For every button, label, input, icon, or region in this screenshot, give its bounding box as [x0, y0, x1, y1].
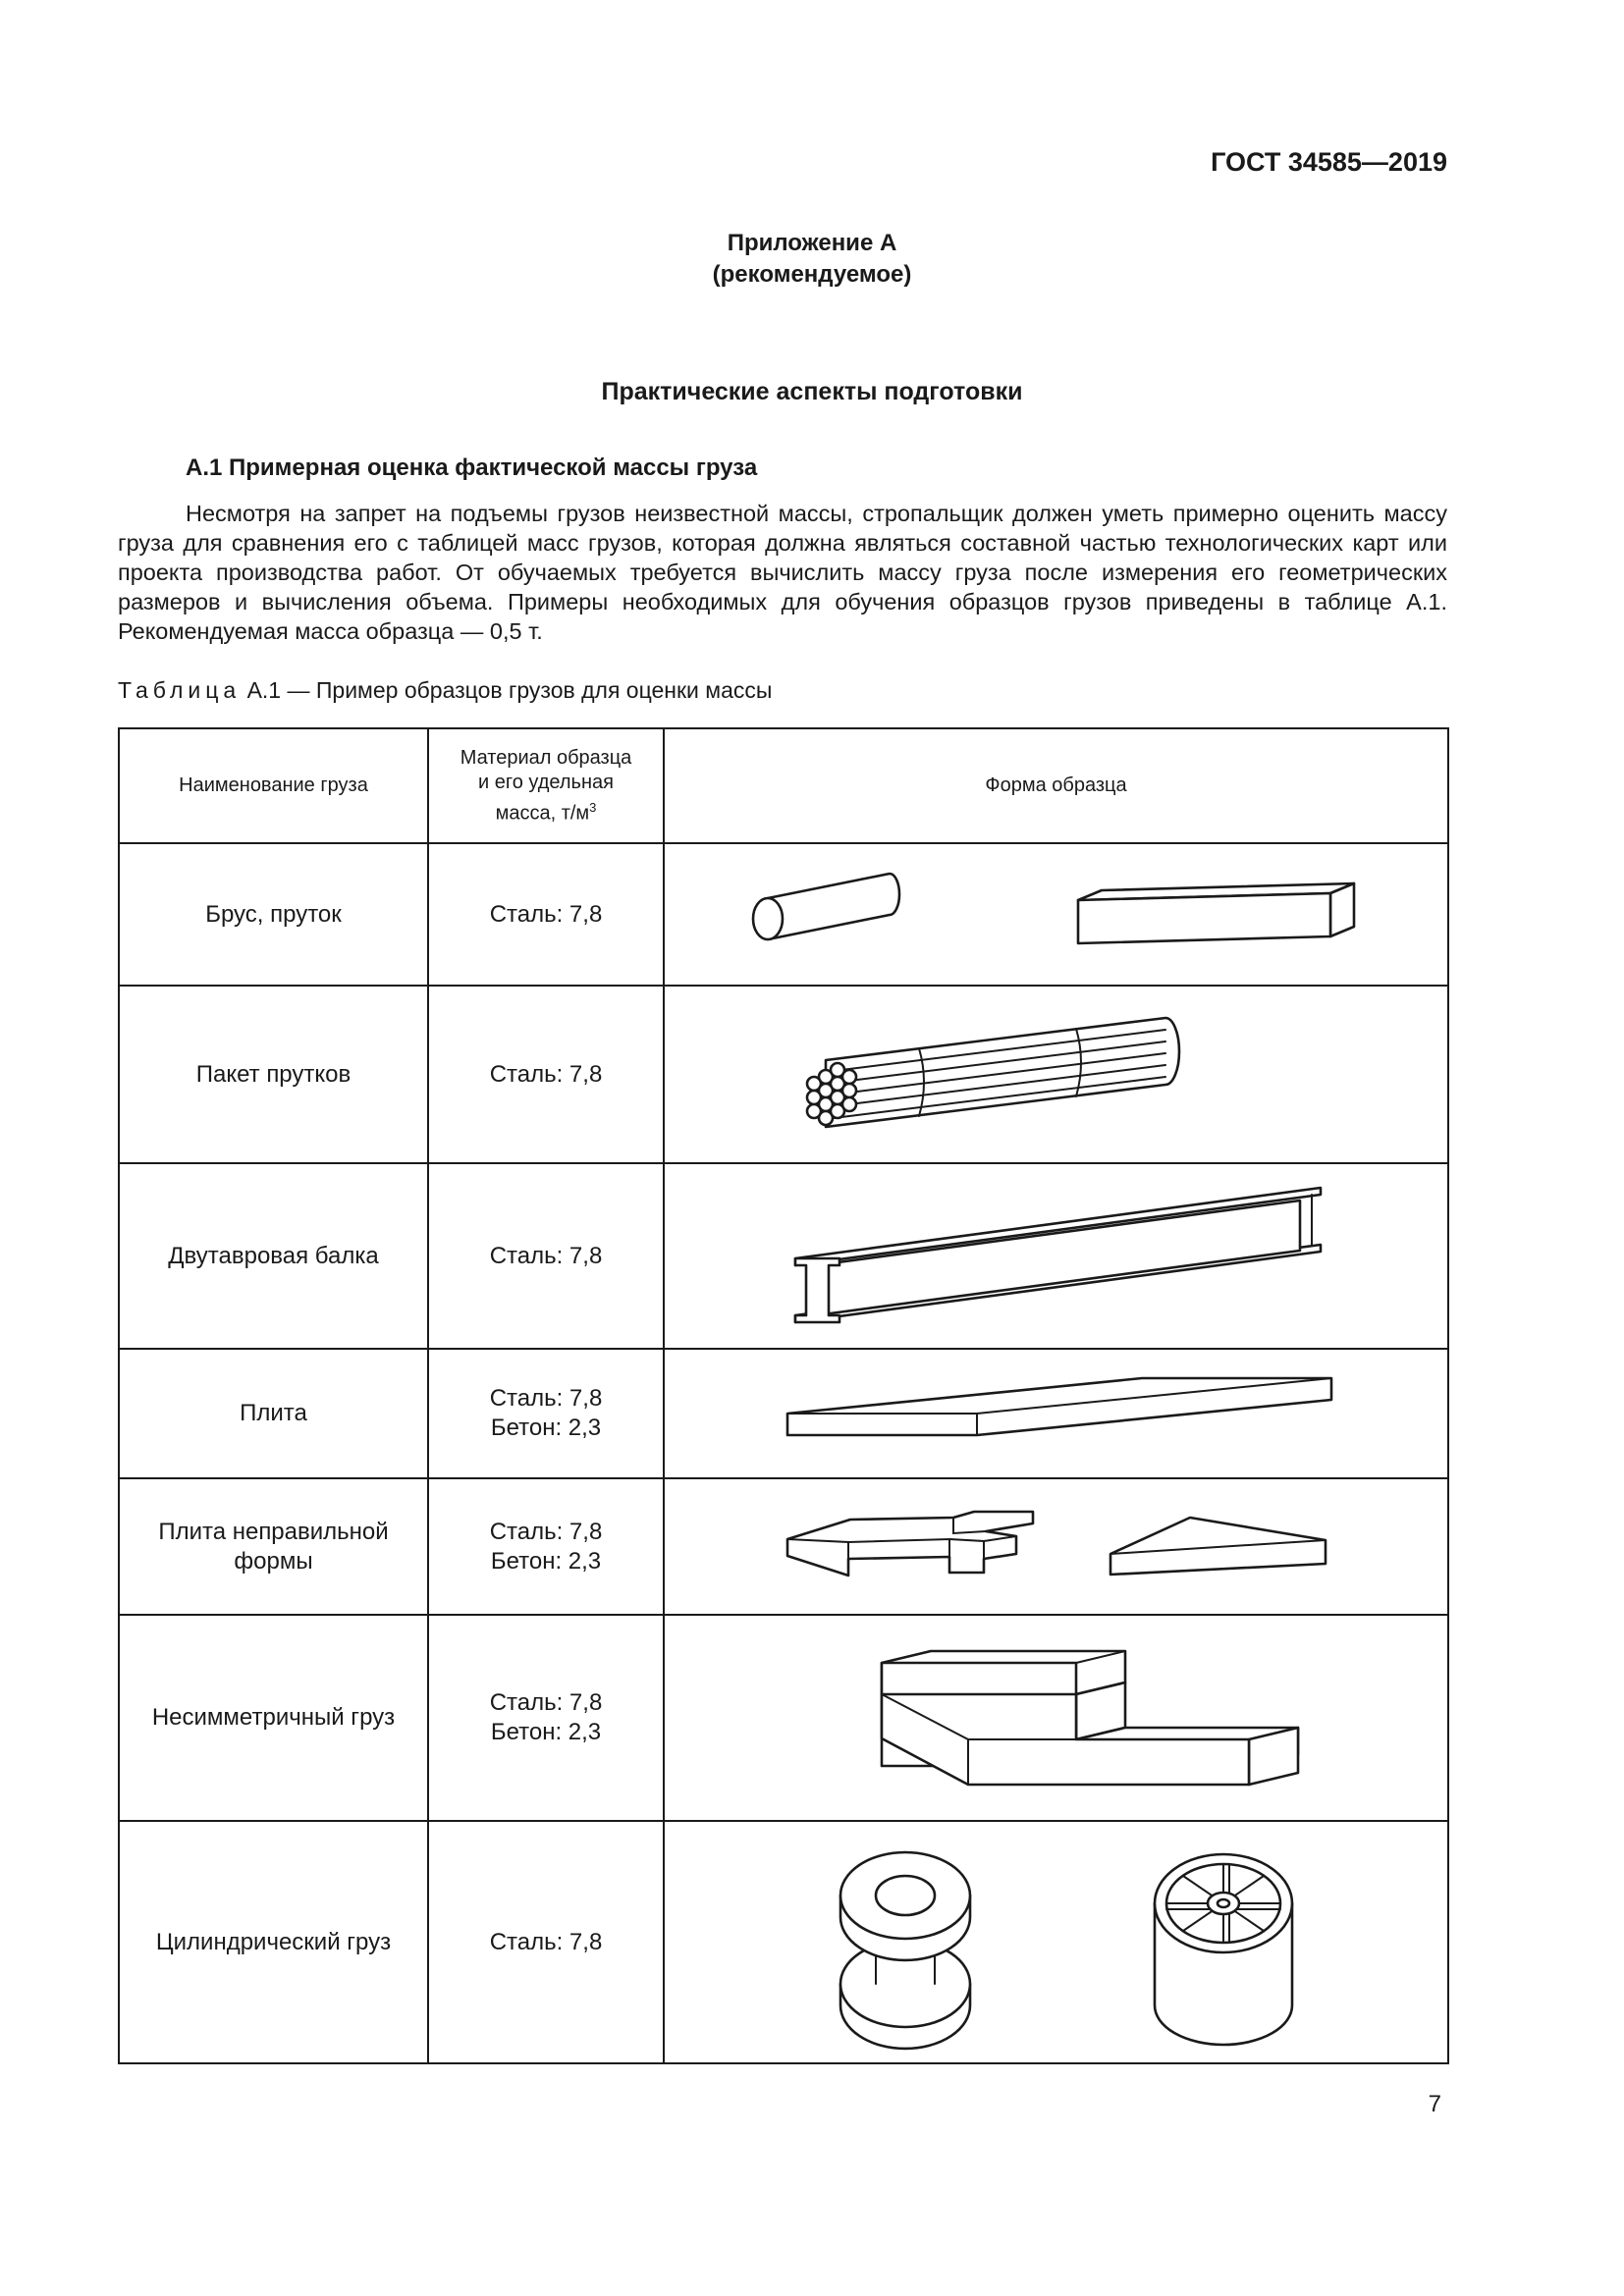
header-material-line-3	[429, 795, 663, 827]
table-row	[119, 1163, 1448, 1349]
stepped-block-drawing	[674, 1623, 1439, 1814]
row-material: Сталь: 7,8	[428, 843, 664, 986]
table-row	[119, 986, 1448, 1163]
row-name	[119, 1478, 428, 1615]
table-row	[119, 1615, 1448, 1821]
bar-rod-drawing	[674, 851, 1439, 979]
material-line-2: Бетон: 2,3	[490, 1719, 602, 1745]
header-material-line-2: и его удельная	[478, 771, 614, 793]
i-beam-drawing	[674, 1170, 1439, 1342]
appendix-heading	[0, 228, 1624, 291]
i-beam-icon	[795, 1188, 1321, 1322]
table-row	[119, 1349, 1448, 1478]
samples-table	[118, 727, 1449, 2064]
table-row	[119, 1478, 1448, 1615]
material-line-1: Сталь: 7,8	[489, 1518, 603, 1545]
body-paragraph: Несмотря на запрет на подъемы грузов неизвестной массы, стропальщик должен уметь примерно оценить массу груза для сравнения его с таблицей масс грузов, которая должна являться составной частью технологических карт или проекта производства работ. От обучаемых требуется вычислить массу груза после измерения его геометрических размеров и вычисления объема. Примеры необходимых для обучения образцов грузов приведены в таблице А.1. Рекомендуемая масса образца — 0,5 т.	[118, 501, 1447, 644]
material-line-2: Бетон: 2,3	[490, 1547, 602, 1575]
header-shape: Форма образца	[664, 728, 1448, 843]
row-material: Сталь: 7,8	[428, 1821, 664, 2063]
header-material-line-1: Материал образца	[460, 746, 632, 769]
row-shape	[664, 1163, 1448, 1349]
row-material: Сталь: 7,8	[428, 986, 664, 1163]
rod-bundle-icon	[807, 1018, 1179, 1127]
table-caption	[118, 677, 772, 704]
row-material	[428, 1615, 664, 1821]
table-caption-text: А.1 — Пример образцов грузов для оценки массы	[246, 677, 773, 703]
irregular-slab-drawing	[674, 1485, 1439, 1608]
header-material	[428, 728, 664, 843]
row-name: Несимметричный груз	[119, 1615, 428, 1821]
stepped-block-icon	[882, 1651, 1298, 1785]
spoked-drum-icon	[1155, 1854, 1292, 2045]
table-row	[119, 1821, 1448, 2063]
row-material	[428, 1349, 664, 1478]
name-line-1: Плита неправильной	[158, 1518, 389, 1545]
triangular-slab-icon	[1110, 1518, 1326, 1575]
material-line-1: Сталь: 7,8	[489, 1689, 603, 1716]
slab-icon	[787, 1378, 1331, 1435]
standard-number: ГОСТ 34585—2019	[1211, 147, 1447, 177]
row-material: Сталь: 7,8	[428, 1163, 664, 1349]
table-caption-prefix: Таблица	[118, 677, 242, 703]
appendix-title: Приложение А	[727, 230, 897, 256]
table-header-row	[119, 728, 1448, 843]
section-title: Практические аспекты подготовки	[601, 378, 1023, 405]
row-name: Цилиндрический груз	[119, 1821, 428, 2063]
material-line-1: Сталь: 7,8	[489, 1385, 603, 1412]
row-material	[428, 1478, 664, 1615]
header-material-superscript: 3	[589, 799, 597, 815]
name-line-2: формы	[234, 1547, 313, 1575]
row-shape	[664, 1478, 1448, 1615]
row-shape	[664, 843, 1448, 986]
irregular-slab-icon	[787, 1512, 1033, 1575]
table-row	[119, 843, 1448, 986]
material-line-2: Бетон: 2,3	[490, 1415, 602, 1441]
header-name: Наименование груза	[119, 728, 428, 843]
page-number: 7	[1428, 2091, 1441, 2117]
row-name: Брус, пруток	[119, 843, 428, 986]
rod-bundle-drawing	[674, 991, 1439, 1158]
header-material-unit: масса, т/м	[495, 802, 590, 825]
row-name: Пакет прутков	[119, 986, 428, 1163]
cylinder-rod-icon	[753, 874, 899, 939]
appendix-note: (рекомендуемое)	[712, 261, 912, 288]
row-shape	[664, 986, 1448, 1163]
cylindrical-load-drawing	[674, 1827, 1439, 2057]
row-shape	[664, 1349, 1448, 1478]
subsection-title: А.1 Примерная оценка фактической массы груза	[186, 454, 758, 481]
row-name: Двутавровая балка	[119, 1163, 428, 1349]
rectangular-bar-icon	[1078, 883, 1354, 943]
slab-drawing	[674, 1355, 1439, 1472]
spool-icon	[840, 1852, 970, 2049]
row-name: Плита	[119, 1349, 428, 1478]
row-shape	[664, 1615, 1448, 1821]
row-shape	[664, 1821, 1448, 2063]
